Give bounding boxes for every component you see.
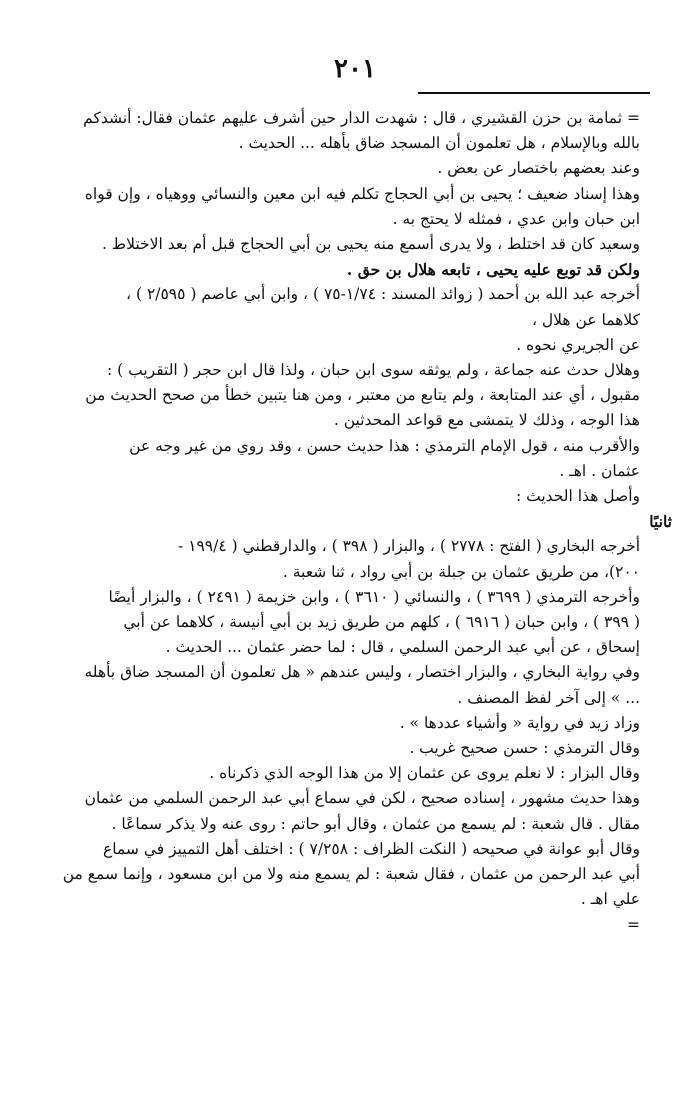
text-line: ابن حبان وابن عدي ، فمثله لا يحتج به . [392, 209, 640, 228]
page-number: ٢٠١ [334, 54, 376, 84]
text-line: أخرجه عبد الله بن أحمد ( زوائد المسند : ١/٧٤-٧٥ ) ، وابن أبي عاصم ( ٢/٥٩٥ ) ، [126, 285, 640, 304]
text-line: وأخرجه الترمذي ( ٣٦٩٩ ) ، والنسائي ( ٣٦١٠ ) ، وابن خزيمة ( ٢٤٩١ ) ، والبزار أيضًا [108, 587, 640, 606]
text-line: مقال . قال شعبة : لم يسمع من عثمان ، وقال أبو حاتم : روى عنه ولا يذكر سماعًا . [111, 814, 640, 833]
text-line: بالله وبالإسلام ، هل تعلمون أن المسجد ضاق بأهله ... الحديث . [238, 134, 640, 153]
text-line: عن الجريري نحوه . [516, 335, 640, 354]
text-line: وأصل هذا الحديث : [515, 487, 640, 506]
text-line: ولكن قد توبع عليه يحيى ، تابعه هلال بن حق . [346, 260, 640, 280]
text-line: وزاد زيد في رواية « وأشياء عددها » . [399, 713, 640, 732]
text-line: علي اهـ . [580, 890, 640, 909]
text-line: وقال أبو عوانة في صحيحه ( النكت الظراف : ٧/٢٥٨ ) : اختلف أهل التمييز في سماع [102, 839, 640, 858]
text-line: كلاهما عن هلال ، [531, 310, 640, 329]
body-text [36, 106, 672, 938]
text-line: إسحاق ، عن أبي عبد الرحمن السلمي ، قال : لما حضر عثمان ... الحديث . [165, 638, 640, 657]
text-line: ٢٠٠)، من طريق عثمان بن جبلة بن أبي رواد ، ثنا شعبة . [282, 562, 640, 581]
text-line: وقال الترمذي : حسن صحيح غريب . [409, 739, 640, 758]
text-line: مقبول ، أي عند المتابعة ، ولم يتابع من معتبر ، ومن هنا يتبين خطأ من صحح الحديث من [85, 386, 640, 405]
section-heading: ثانيًا [649, 512, 672, 532]
header-rule [418, 92, 650, 94]
text-line: وفي رواية البخاري ، والبزار اختصار ، وليس عندهم « هل تعلمون أن المسجد ضاق بأهله [84, 663, 640, 682]
text-line: وهلال حدث عنه جماعة ، ولم يوثقه سوى ابن حبان ، ولذا قال ابن حجر ( التقريب ) : [106, 361, 640, 380]
text-line: ( ٣٩٩ ) ، وابن حبان ( ٦٩١٦ ) ، كلهم من طريق زيد بن أبي أنيسة ، كلاهما عن أبي [123, 613, 640, 632]
text-line: أخرجه البخاري ( الفتح : ٢٧٧٨ ) ، والبزار ( ٣٩٨ ) ، والدارقطني ( ١٩٩/٤ - [177, 537, 640, 556]
text-line: هذا الوجه ، وذلك لا يتمشى مع قواعد المحدثين . [333, 411, 640, 430]
text-line: أبي عبد الرحمن من عثمان ، فقال شعبة : لم يسمع منه ولا من ابن مسعود ، وإنما سمع من [62, 865, 640, 884]
text-line: ... » إلى آخر لفظ المصنف . [457, 688, 640, 707]
text-line: وهذا إسناد ضعيف ؛ يحيى بن أبي الحجاج تكلم فيه ابن معين والنسائي ووهياه ، وإن قواه [84, 184, 640, 203]
text-line: = ثمامة بن حزن القشيري ، قال : شهدت الدار حين أشرف عليهم عثمان فقال: أنشدكم [83, 109, 640, 127]
text-line: والأقرب منه ، قول الإمام الترمذي : هذا حديث حسن ، وقد روي من غير وجه عن [129, 436, 640, 455]
text-line: وهذا حديث مشهور ، إسناده صحيح ، لكن في سماع أبي عبد الرحمن السلمي من عثمان [84, 789, 640, 808]
text-line: وعند بعضهم باختصار عن بعض . [437, 159, 640, 178]
text-line: عثمان . اهـ . [559, 461, 640, 480]
text-line: وسعيد كان قد اختلط ، ولا يدرى أسمع منه يحيى بن أبي الحجاج قبل أم بعد الاختلاط . [101, 235, 640, 254]
text-line: وقال البزار : لا نعلم يروى عن عثمان إلا من هذا الوجه الذي ذكرناه . [209, 764, 640, 783]
text-line: = [627, 915, 640, 934]
